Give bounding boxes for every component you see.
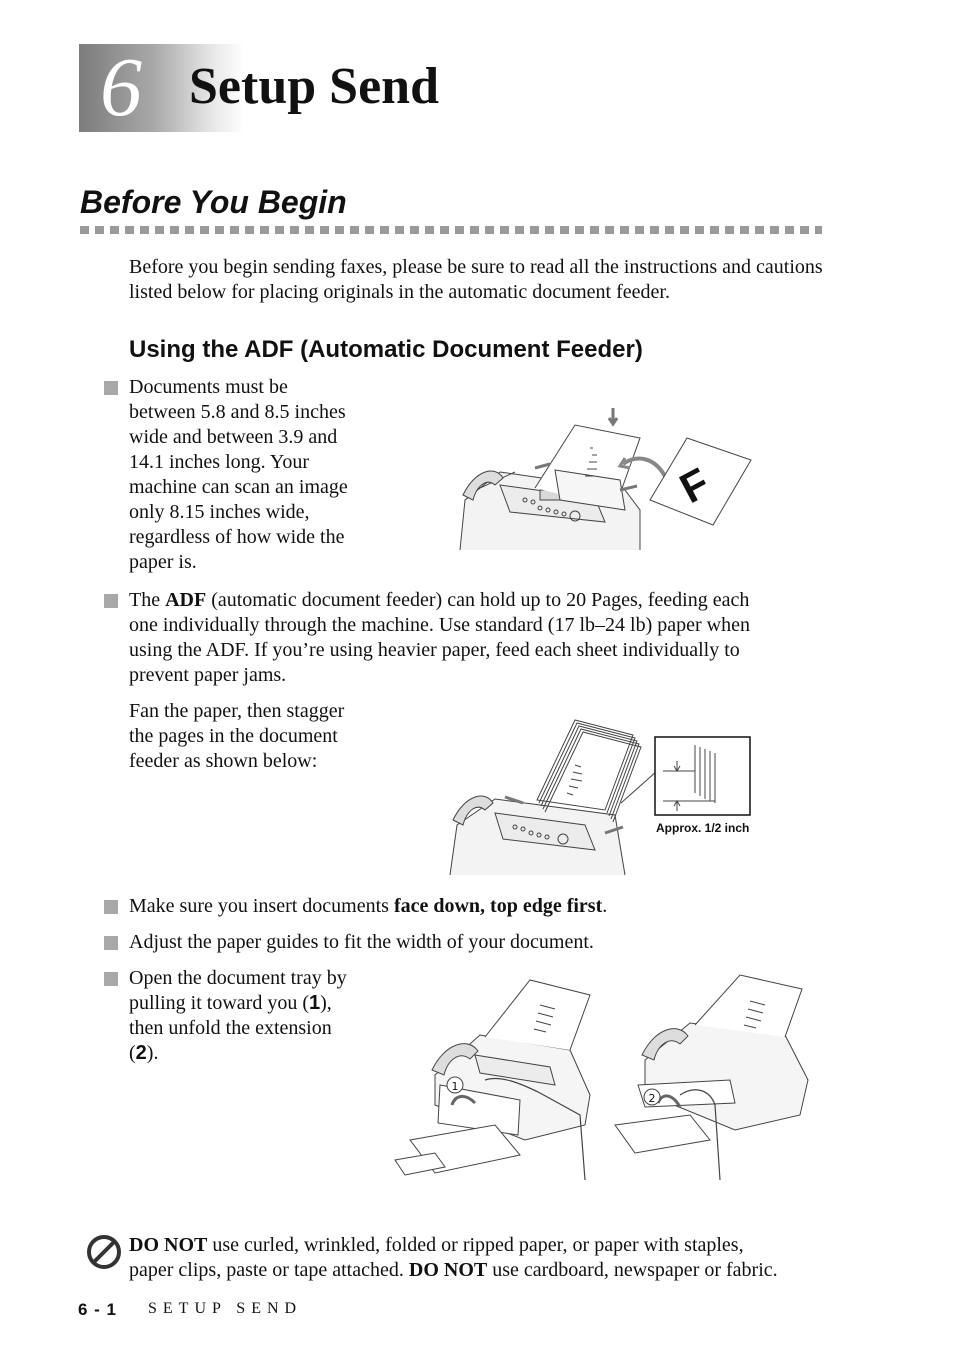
stagger-pages-illustration: [445, 715, 760, 880]
section-divider: [80, 226, 822, 234]
caution-emphasis: DO NOT: [129, 1234, 208, 1256]
bullet-marker: [104, 381, 118, 395]
subsection-title: Using the ADF (Automatic Document Feeder): [129, 336, 643, 363]
bullet-marker: [104, 900, 118, 914]
bullet-document-size: [129, 375, 389, 575]
adf-term: ADF: [165, 589, 207, 611]
text-line: Fan the paper, then stagger: [129, 700, 345, 722]
bullet-marker: [104, 972, 118, 986]
text-line: only 8.15 inches wide,: [129, 501, 310, 523]
step-number: 2: [135, 1042, 147, 1064]
text-span: use cardboard, newspaper or fabric.: [487, 1259, 778, 1281]
text-span: (: [129, 1042, 136, 1064]
bullet-adf-capacity: [129, 588, 829, 688]
text-line: wide and between 3.9 and: [129, 426, 338, 448]
intro-paragraph: Before you begin sending faxes, please be sure to read all the instructions and cautions listed below for placing originals in the automatic document feeder.: [129, 256, 823, 303]
stagger-caption: Approx. 1/2 inch: [656, 821, 750, 835]
text-line: one individually through the machine. Use standard (17 lb–24 lb) paper when: [129, 614, 750, 636]
text-span: .: [602, 895, 608, 917]
text-span: ),: [320, 992, 332, 1014]
running-footer-title: SETUP SEND: [148, 1300, 303, 1317]
section-title: Before You Begin: [80, 184, 347, 220]
text-line: the pages in the document: [129, 725, 338, 747]
fan-paper-text: [129, 699, 389, 774]
text-line: using the ADF. If you’re using heavier paper, feed each sheet individually to: [129, 639, 740, 661]
caution-text: [129, 1233, 839, 1283]
bullet-paper-guides: Adjust the paper guides to fit the width of your document.: [129, 931, 594, 953]
text-line: Documents must be: [129, 376, 288, 398]
step-2-label: 2: [648, 1092, 656, 1105]
bullet-marker: [104, 936, 118, 950]
prohibited-icon: [86, 1234, 122, 1270]
text-line: Open the document tray by: [129, 967, 347, 989]
text-line: regardless of how wide the: [129, 526, 345, 548]
text-span: The: [129, 589, 166, 611]
text-span: paper clips, paste or tape attached.: [129, 1259, 409, 1281]
text-line: 14.1 inches long. Your: [129, 451, 310, 473]
text-span: use curled, wrinkled, folded or ripped paper, or paper with staples,: [207, 1234, 744, 1256]
caution-emphasis: DO NOT: [408, 1259, 488, 1281]
page-number: 6 - 1: [78, 1300, 118, 1319]
text-span: pulling it toward you (: [129, 992, 309, 1014]
text-span: (automatic document feeder) can hold up to 20 Pages, feeding each: [206, 589, 750, 611]
text-span: Make sure you insert documents: [129, 895, 394, 917]
text-line: prevent paper jams.: [129, 664, 287, 686]
page-letter: F: [672, 458, 717, 513]
text-span: ).: [146, 1042, 159, 1064]
fax-adf-illustration: [455, 400, 755, 555]
emphasis: face down, top edge first: [393, 895, 603, 917]
chapter-title: Setup Send: [189, 58, 439, 115]
chapter-number: 6: [100, 41, 142, 134]
open-tray-illustration: [390, 975, 820, 1185]
text-line: paper is.: [129, 551, 197, 573]
text-line: between 5.8 and 8.5 inches: [129, 401, 346, 423]
bullet-document-tray: [129, 966, 389, 1066]
text-line: machine can scan an image: [129, 476, 348, 498]
bullet-face-down: [129, 894, 829, 919]
step-number: 1: [308, 992, 321, 1014]
bullet-marker: [104, 594, 118, 608]
step-1-label: 1: [451, 1080, 459, 1093]
text-line: then unfold the extension: [129, 1017, 332, 1039]
text-line: feeder as shown below:: [129, 750, 318, 772]
